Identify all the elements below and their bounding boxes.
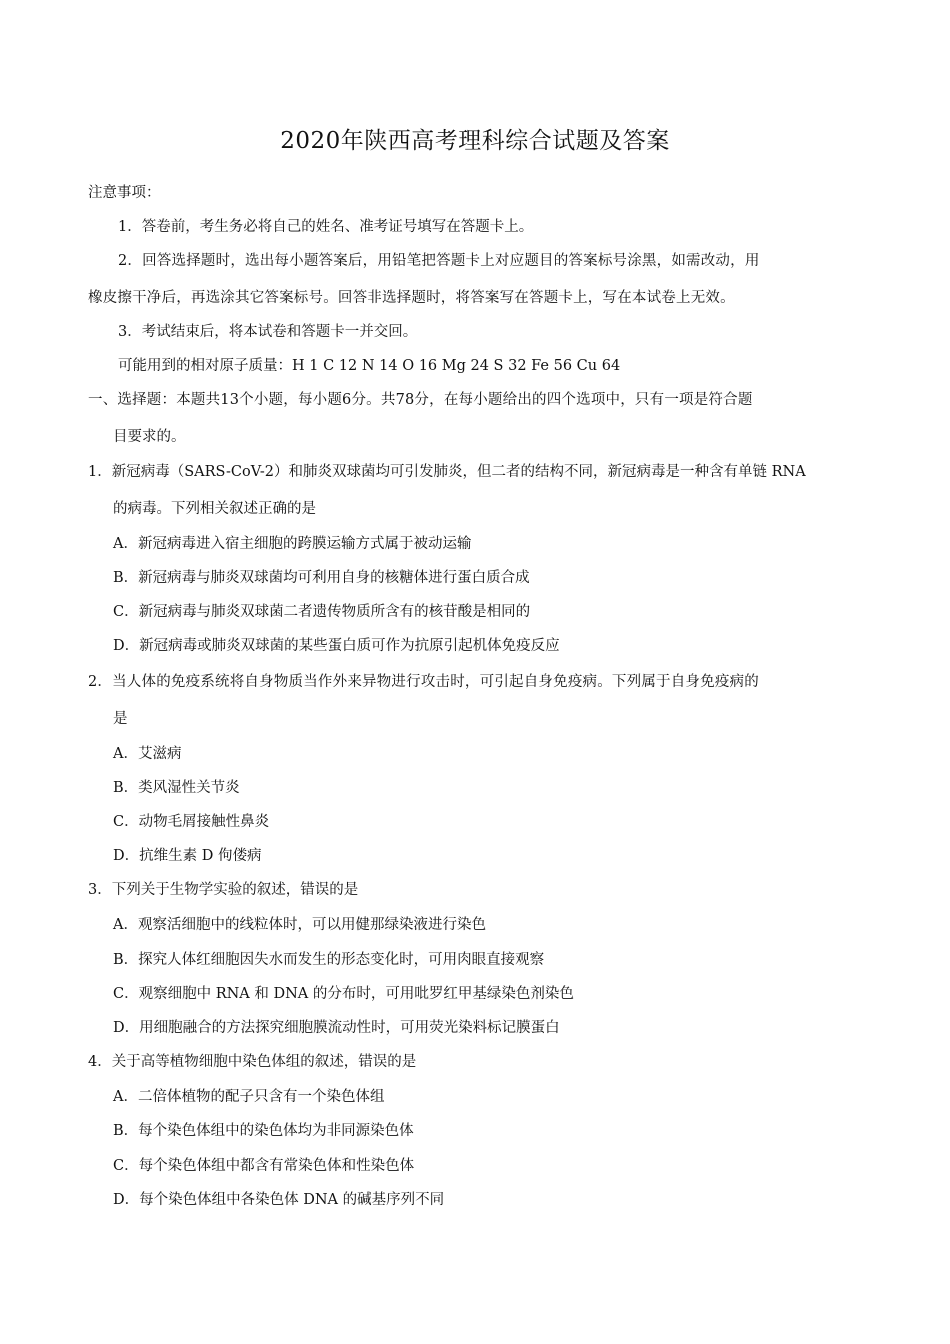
- question-3-option-c: C．观察细胞中 RNA 和 DNA 的分布时，可用吡罗红甲基绿染色剂染色: [113, 986, 574, 1002]
- question-2-option-d: D．抗维生素 D 佝偻病: [113, 848, 262, 864]
- question-2-stem-line-2: 是: [113, 711, 128, 727]
- notice-item-3: 3．考试结束后，将本试卷和答题卡一并交回。: [118, 324, 418, 340]
- question-3-option-d: D．用细胞融合的方法探究细胞膜流动性时，可用荧光染料标记膜蛋白: [113, 1020, 560, 1036]
- question-4-stem: 4．关于高等植物细胞中染色体组的叙述，错误的是: [88, 1054, 417, 1070]
- question-2-stem-line-1: 2．当人体的免疫系统将自身物质当作外来异物进行攻击时，可引起自身免疫病。下列属于自身免疫病的: [88, 674, 759, 690]
- question-1-stem-line-2: 的病毒。下列相关叙述正确的是: [113, 501, 316, 517]
- question-1-option-d: D．新冠病毒或肺炎双球菌的某些蛋白质可作为抗原引起机体免疫反应: [113, 638, 560, 654]
- question-2-option-b: B．类风湿性关节炎: [113, 780, 240, 796]
- question-4-option-d: D．每个染色体组中各染色体 DNA 的碱基序列不同: [113, 1192, 445, 1208]
- notice-item-2-line-2: 橡皮擦干净后，再选涂其它答案标号。回答非选择题时，将答案写在答题卡上，写在本试卷上无效。: [88, 290, 735, 306]
- atomic-mass-line: 可能用到的相对原子质量：H 1 C 12 N 14 O 16 Mg 24 S 32 Fe 56 Cu 64: [118, 358, 621, 374]
- question-2-option-c: C．动物毛屑接触性鼻炎: [113, 814, 270, 830]
- question-4-option-a: A．二倍体植物的配子只含有一个染色体组: [113, 1089, 385, 1105]
- question-1-option-a: A．新冠病毒进入宿主细胞的跨膜运输方式属于被动运输: [113, 536, 472, 552]
- question-4-option-c: C．每个染色体组中都含有常染色体和性染色体: [113, 1158, 415, 1174]
- section-heading-line-2: 目要求的。: [113, 429, 186, 445]
- notice-item-2-line-1: 2．回答选择题时，选出每小题答案后，用铅笔把答题卡上对应题目的答案标号涂黑，如需改动，用: [118, 253, 760, 269]
- question-1-option-b: B．新冠病毒与肺炎双球菌均可利用自身的核糖体进行蛋白质合成: [113, 570, 530, 586]
- question-3-option-a: A．观察活细胞中的线粒体时，可以用健那绿染液进行染色: [113, 917, 486, 933]
- question-1-option-c: C．新冠病毒与肺炎双球菌二者遗传物质所含有的核苷酸是相同的: [113, 604, 531, 620]
- question-3-stem: 3．下列关于生物学实验的叙述，错误的是: [88, 882, 359, 898]
- question-3-option-b: B．探究人体红细胞因失水而发生的形态变化时，可用肉眼直接观察: [113, 952, 545, 968]
- notice-item-1: 1．答卷前，考生务必将自己的姓名、准考证号填写在答题卡上。: [118, 219, 534, 235]
- notice-heading: 注意事项：: [88, 185, 161, 201]
- question-4-option-b: B．每个染色体组中的染色体均为非同源染色体: [113, 1123, 414, 1139]
- question-2-option-a: A．艾滋病: [113, 746, 182, 762]
- page-title: 2020年陕西高考理科综合试题及答案: [280, 128, 670, 154]
- section-heading-line-1: 一、选择题：本题共13个小题，每小题6分。共78分，在每小题给出的四个选项中，只有一项是符合题: [88, 392, 753, 408]
- question-1-stem-line-1: 1．新冠病毒（SARS-CoV-2）和肺炎双球菌均可引发肺炎，但二者的结构不同，新冠病毒是一种含有单链 RNA: [88, 464, 806, 480]
